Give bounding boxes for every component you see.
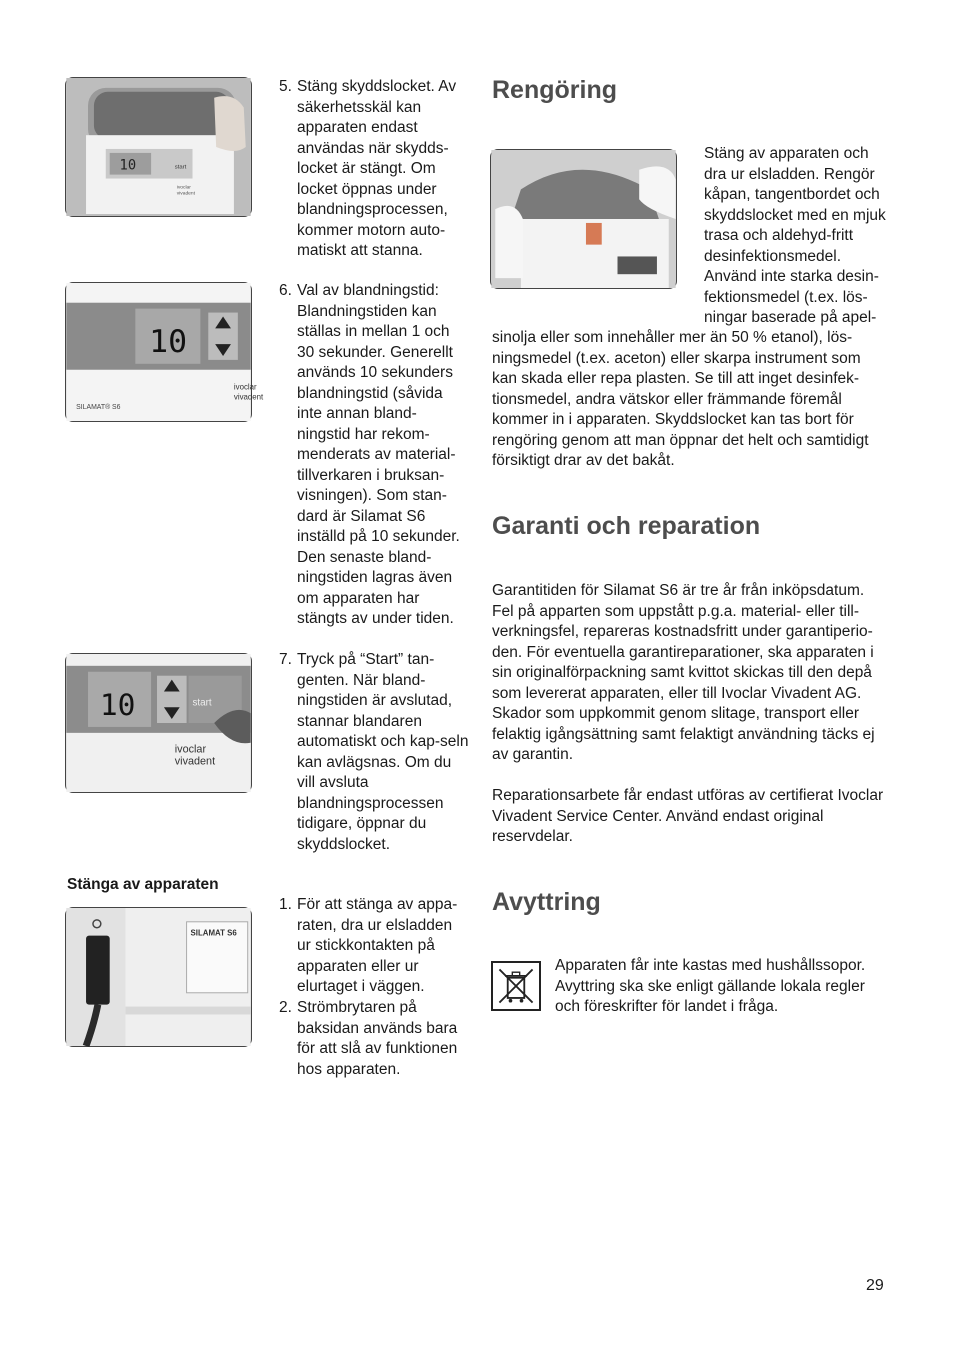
brand-line-2: vivadent [233,392,264,402]
start-key-illustration [66,654,251,792]
cleaning-illustration [491,150,676,288]
lcd-value-large: 10 [99,688,136,723]
step-7 [279,650,469,855]
shutdown-step-2 [279,998,469,1080]
start-key-label: start [174,164,187,171]
step-5 [279,77,469,262]
shutdown-heading: Stänga av apparaten [67,876,219,893]
device-lid-illustration [66,78,251,216]
shutdown-step-1 [279,895,469,998]
step-text: Val av blandningstid: Blandningstiden kan ställas in mellan 1 och 30 sekunder. Generellt används 10 sekunders blandningstid (såvida inte annan bland-ningstid har rekom-menderats av material-tillverkaren i bruksan-visningen). Som stan-dard är Silamat S6 inställd på 10 sekunder. Den senaste bland-ningstiden lagras även om apparaten har stängts av under tiden. [297,282,460,627]
photo-lid-closing [65,77,252,217]
warranty-paragraph-1: Garantitiden för Silamat S6 är tre år från inköpsdatum. Fel på apparten som uppstått p.g.a. material- eller till-verkningsfel, repareras kostnadsfritt under garantiperio-den. För eventuella garantireparationer, ska apparaten i sin originalförpackning samt kvittot skickas till den depå som levererat apparaten, eller till Ivoclar Vivadent AG. Skador som uppkommit genom slitage, transport eller felaktig igångsättning samt felaktigt användning täcks ej av garantin. [492,582,875,763]
warranty-paragraph-2: Reparationsarbete får endast utföras av certifierat Ivoclar Vivadent Service Center. Använd endast original reservdelar. [492,787,884,845]
step-text: Stäng skyddslocket. Av säkerhetsskäl kan apparaten endast användas när skydds-locket är stängt. Om locket öppnas under blandningsprocessen, kommer motorn auto-matiskt att stanna. [297,78,457,259]
crossed-bin-icon [491,961,541,1011]
brand-line-2: vivadent [176,191,196,197]
step-6 [279,281,469,630]
brand-line-2: vivadent [174,755,216,768]
cleaning-text-right: Stäng av apparaten och dra ur elsladden. Rengör kåpan, tangentbordet och skyddslocket med en mjuk trasa och aldehyd-fritt desinfektionsmedel. Använd inte starka desin-fektionsmedel (t.ex. lös-ningar baserade på apel- [704,145,886,326]
rating-label-title: SILAMAT S6 [190,928,237,938]
keypad-illustration [66,283,264,421]
step-number: 7. [279,651,292,668]
photo-power-cord [65,907,252,1047]
step-number: 5. [279,78,292,95]
page-number: 29 [866,1277,884,1294]
lcd-value-large: 10 [149,324,188,360]
start-key-label: start [192,697,212,709]
photo-keypad-display [65,282,264,422]
step-number: 2. [279,999,292,1016]
lcd-value: 10 [119,157,137,174]
step-text: Tryck på “Start” tan-genten. När bland-ningstiden är avslutad, stannar blandaren automatiskt och kap-seln kan avlägsnas. Om du vill avsluta blandningsprocessen tidigare, öppnar du skyddslocket. [297,651,469,853]
power-cord-illustration [66,908,251,1046]
brand-line-1: ivoclar [176,185,191,191]
step-number: 1. [279,896,292,913]
disposal-text: Apparaten får inte kastas med hushållssopor. Avyttring ska ske enligt gällande lokala regler och föreskrifter för landet i fråga. [555,957,866,1015]
step-text: Strömbrytaren på baksidan används bara för att slå av funktionen hos apparaten. [297,999,458,1078]
step-number: 6. [279,282,292,299]
photo-start-key [65,653,252,793]
photo-cleaning [490,149,677,289]
step-text: För att stänga av appa-raten, dra ur elsladden ur stickkontakten på apparaten eller ur elurtaget i väggen. [297,896,458,995]
brand-line-1: ivoclar [174,743,207,756]
cleaning-heading: Rengöring [492,76,617,104]
brand-line-1: ivoclar [233,382,257,392]
warranty-heading: Garanti och reparation [492,512,761,540]
model-label: SILAMAT® S6 [76,404,121,412]
cleaning-text-full: sinolja eller som innehåller mer än 50 % etanol), lös-ningsmedel (t.ex. aceton) eller skarpa instrument som kan skada eller repa plasten. Se till att inget desinfek-tionsmedel, andra vätskor eller främmande föremål kommer in i apparaten. Skyddslocket kan tas bort för rengöring genom att man öppnar det helt och samtidigt försiktigt drar av det bakåt. [492,329,869,469]
disposal-heading: Avyttring [492,888,601,916]
